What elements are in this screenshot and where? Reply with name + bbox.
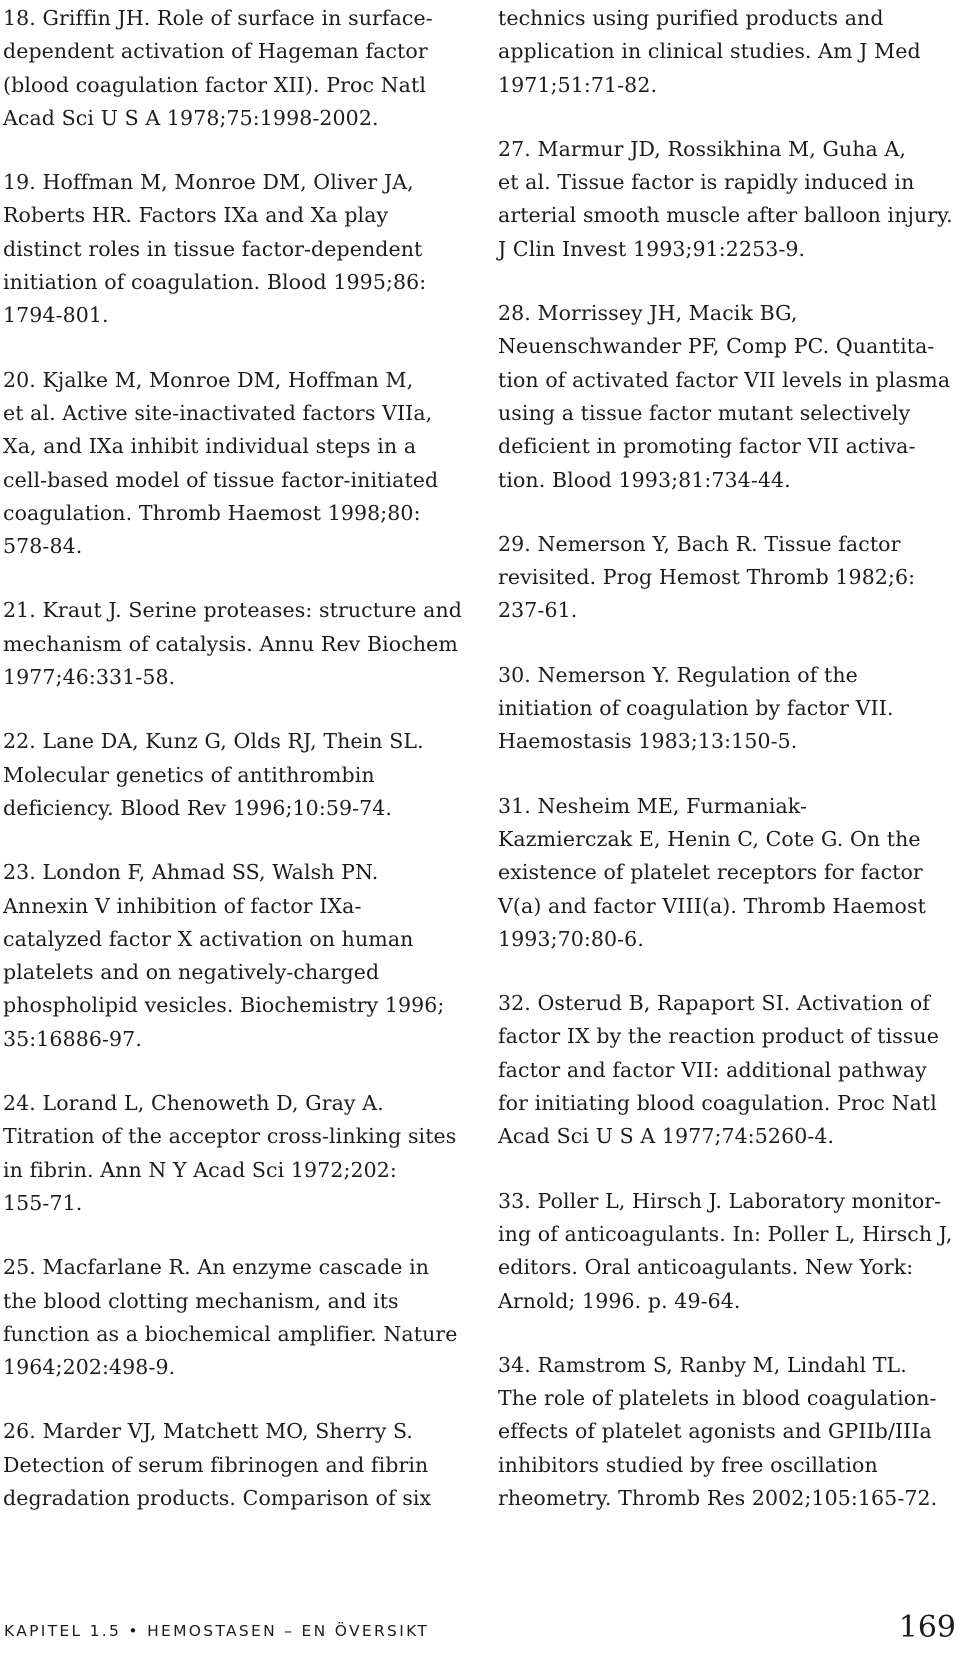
reference-column-right	[498, 2, 953, 1546]
reference-line: initiation of coagulation by factor VII.	[498, 696, 894, 721]
reference-line: Detection of serum fibrinogen and fibrin	[3, 1452, 429, 1477]
reference-line: Annexin V inhibition of factor IXa-	[3, 893, 362, 918]
reference-entry	[3, 166, 448, 332]
reference-line: et al. Tissue factor is rapidly induced in	[498, 170, 915, 195]
reference-line: Haemostasis 1983;13:150-5.	[498, 729, 798, 754]
reference-line: 19. Hoffman M, Monroe DM, Oliver JA,	[3, 170, 414, 195]
reference-line: 1964;202:498-9.	[3, 1355, 176, 1380]
reference-line: et al. Active site-inactivated factors VIIa,	[3, 400, 433, 425]
reference-line: 28. Morrissey JH, Macik BG,	[498, 301, 798, 326]
reference-line: cell-based model of tissue factor-initiated	[3, 467, 439, 492]
reference-line: J Clin Invest 1993;91:2253-9.	[498, 236, 806, 261]
reference-line: 33. Poller L, Hirsch J. Laboratory monitor-	[498, 1188, 942, 1213]
reference-entry	[3, 364, 448, 564]
reference-entry	[498, 297, 951, 497]
reference-line: 34. Ramstrom S, Ranby M, Lindahl TL.	[498, 1352, 907, 1377]
reference-line: 155-71.	[3, 1190, 83, 1215]
reference-entry	[498, 1349, 943, 1515]
reference-entry	[498, 1185, 953, 1318]
reference-line: dependent activation of Hageman factor	[3, 39, 428, 64]
reference-line: 237-61.	[498, 598, 578, 623]
reference-entry	[498, 133, 953, 266]
reference-line: 578-84.	[3, 534, 83, 559]
reference-line: 29. Nemerson Y, Bach R. Tissue factor	[498, 531, 901, 556]
reference-line: Molecular genetics of antithrombin	[3, 762, 375, 787]
reference-line: application in clinical studies. Am J Med	[498, 39, 921, 64]
reference-line: arterial smooth muscle after balloon injury.	[498, 203, 953, 228]
reference-line: 1977;46:331-58.	[3, 665, 176, 690]
reference-column-left	[3, 2, 462, 1546]
reference-entry	[3, 856, 448, 1056]
reference-line: initiation of coagulation. Blood 1995;86:	[3, 270, 427, 295]
reference-line: 1794-801.	[3, 303, 109, 328]
reference-line: existence of platelet receptors for factor	[498, 860, 923, 885]
reference-entry	[3, 725, 448, 825]
reference-line: 1971;51:71-82.	[498, 72, 658, 97]
reference-line: 21. Kraut J. Serine proteases: structure and	[3, 598, 462, 623]
reference-line: Xa, and IXa inhibit individual steps in a	[3, 434, 417, 459]
reference-entry	[498, 987, 943, 1153]
reference-line: editors. Oral anticoagulants. New York:	[498, 1255, 914, 1280]
reference-line: effects of platelet agonists and GPIIb/IIIa	[498, 1419, 932, 1444]
reference-line: catalyzed factor X activation on human	[3, 926, 414, 951]
reference-line: Arnold; 1996. p. 49-64.	[498, 1288, 741, 1313]
reference-entry	[498, 528, 943, 628]
page-footer	[4, 1610, 956, 1650]
reference-entry	[3, 594, 462, 694]
running-title: KAPITEL 1.5 • HEMOSTASEN – EN ÖVERSIKT	[4, 1622, 430, 1640]
reference-line: 25. Macfarlane R. An enzyme cascade in	[3, 1255, 430, 1280]
reference-line: distinct roles in tissue factor-dependent	[3, 236, 423, 261]
reference-line: Acad Sci U S A 1978;75:1998-2002.	[3, 105, 379, 130]
reference-entry	[3, 1087, 457, 1220]
reference-line: Acad Sci U S A 1977;74:5260-4.	[498, 1124, 835, 1149]
reference-line: 32. Osterud B, Rapaport SI. Activation of	[498, 991, 930, 1016]
reference-line: coagulation. Thromb Haemost 1998;80:	[3, 500, 421, 525]
reference-line: 31. Nesheim ME, Furmaniak-	[498, 793, 807, 818]
reference-line: 23. London F, Ahmad SS, Walsh PN.	[3, 860, 379, 885]
reference-line: Titration of the acceptor cross-linking sites	[3, 1124, 457, 1149]
reference-line: 27. Marmur JD, Rossikhina M, Guha A,	[498, 136, 907, 161]
reference-line: 20. Kjalke M, Monroe DM, Hoffman M,	[3, 367, 414, 392]
reference-line: deficient in promoting factor VII activa-	[498, 434, 916, 459]
reference-line: platelets and on negatively-charged	[3, 960, 380, 985]
reference-line: (blood coagulation factor XII). Proc Natl	[3, 72, 426, 97]
reference-entry	[3, 2, 448, 135]
reference-line: rheometry. Thromb Res 2002;105:165-72.	[498, 1485, 938, 1510]
reference-entry	[3, 1251, 458, 1384]
reference-line: tion of activated factor VII levels in plasma	[498, 367, 951, 392]
reference-line: factor and factor VII: additional pathway	[498, 1057, 927, 1082]
reference-line: technics using purified products and	[498, 6, 884, 30]
reference-line: the blood clotting mechanism, and its	[3, 1288, 399, 1313]
reference-line: degradation products. Comparison of six	[3, 1485, 432, 1510]
reference-line: in fibrin. Ann N Y Acad Sci 1972;202:	[3, 1157, 397, 1182]
reference-line: phospholipid vesicles. Biochemistry 1996;	[3, 993, 445, 1018]
reference-line: for initiating blood coagulation. Proc Natl	[498, 1091, 937, 1116]
reference-line: tion. Blood 1993;81:734-44.	[498, 467, 791, 492]
reference-line: V(a) and factor VIII(a). Thromb Haemost	[498, 893, 926, 918]
page-number: 169	[898, 1610, 956, 1645]
reference-line: deficiency. Blood Rev 1996;10:59-74.	[3, 795, 393, 820]
reference-line: factor IX by the reaction product of tissue	[498, 1024, 939, 1049]
reference-line: The role of platelets in blood coagulation-	[498, 1386, 937, 1411]
reference-line: Roberts HR. Factors IXa and Xa play	[3, 203, 389, 228]
reference-line: 22. Lane DA, Kunz G, Olds RJ, Thein SL.	[3, 729, 424, 754]
reference-line: mechanism of catalysis. Annu Rev Biochem	[3, 631, 458, 656]
reference-line: inhibitors studied by free oscillation	[498, 1452, 878, 1477]
reference-line: using a tissue factor mutant selectively	[498, 400, 911, 425]
reference-entry	[498, 790, 943, 956]
reference-line: 30. Nemerson Y. Regulation of the	[498, 662, 858, 687]
reference-line: 1993;70:80-6.	[498, 926, 644, 951]
reference-line: Kazmierczak E, Henin C, Cote G. On the	[498, 826, 921, 851]
reference-line: 35:16886-97.	[3, 1026, 142, 1051]
reference-line: function as a biochemical amplifier. Nature	[3, 1321, 458, 1346]
reference-line: Neuenschwander PF, Comp PC. Quantita-	[498, 334, 935, 359]
reference-line: ing of anticoagulants. In: Poller L, Hirsch J,	[498, 1221, 953, 1246]
reference-entry-continued	[498, 2, 943, 102]
reference-line: 26. Marder VJ, Matchett MO, Sherry S.	[3, 1419, 414, 1444]
reference-line: 18. Griffin JH. Role of surface in surface-	[3, 6, 433, 30]
reference-entry	[498, 659, 943, 759]
reference-line: revisited. Prog Hemost Thromb 1982;6:	[498, 565, 916, 590]
reference-line: 24. Lorand L, Chenoweth D, Gray A.	[3, 1091, 384, 1116]
reference-entry	[3, 1415, 448, 1515]
